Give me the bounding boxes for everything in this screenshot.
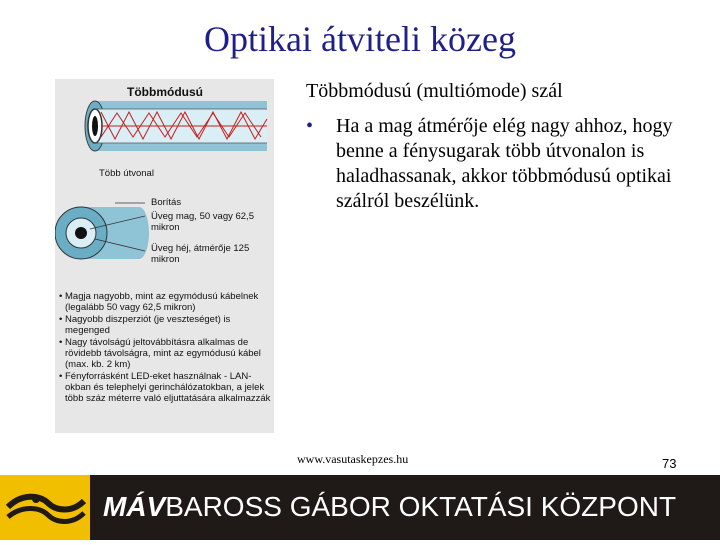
brand-name: BAROSS GÁBOR OKTATÁSI KÖZPONT [165, 491, 677, 522]
mav-logo [0, 475, 90, 540]
figure-bullet: • Fényforrásként LED-eket használnak - LAN-okban és telephelyi gerinchálózatokban, a jelek több száz méterre való eljuttatására alkalmazzák [59, 371, 271, 404]
mav-logo-icon [0, 475, 90, 540]
main-bullet [306, 114, 676, 214]
page-number: 73 [662, 456, 677, 471]
path-label: Több útvonal [99, 168, 154, 179]
website-url: www.vasutaskepzes.hu [297, 452, 409, 466]
figure-title: Többmódusú [127, 85, 203, 99]
figure-bullet-list [59, 291, 271, 405]
cable-cross-section [55, 203, 149, 259]
section-heading: Többmódusú (multiómode) szál [306, 80, 563, 102]
fiber-figure [55, 79, 274, 433]
footer-brand [103, 491, 676, 523]
figure-bullet: • Magja nagyobb, mint az egymódusú kábelnek (legalább 50 vagy 62,5 mikron) [59, 291, 271, 313]
brand-mav: MÁV [103, 491, 166, 522]
multimode-cable-drawing [85, 101, 267, 151]
figure-bullet: • Nagyobb diszperziót (je veszteséget) is megenged [59, 314, 271, 336]
footer-bar [0, 475, 720, 540]
core-label-line2: mikron [151, 222, 180, 233]
coating-label: Borítás [151, 197, 182, 208]
cladding-label-line1: Üveg héj, átmérője 125 [151, 243, 250, 254]
figure-bullet: • Nagy távolságú jeltovábbításra alkalmas de rövidebb távolságra, mint az egymódusú kábel (max. kb. 2 km) [59, 337, 271, 370]
cladding-label-line2: mikron [151, 254, 180, 265]
bullet-marker: • [306, 115, 314, 137]
core-label-line1: Üveg mag, 50 vagy 62,5 [151, 211, 254, 222]
slide-title: Optikai átviteli közeg [204, 19, 516, 59]
main-bullet-text: Ha a mag átmérője elég nagy ahhoz, hogy benne a fénysugarak több útvonalon is haladhassanak, akkor többmódusú optikai szálról beszélünk. [336, 115, 673, 212]
